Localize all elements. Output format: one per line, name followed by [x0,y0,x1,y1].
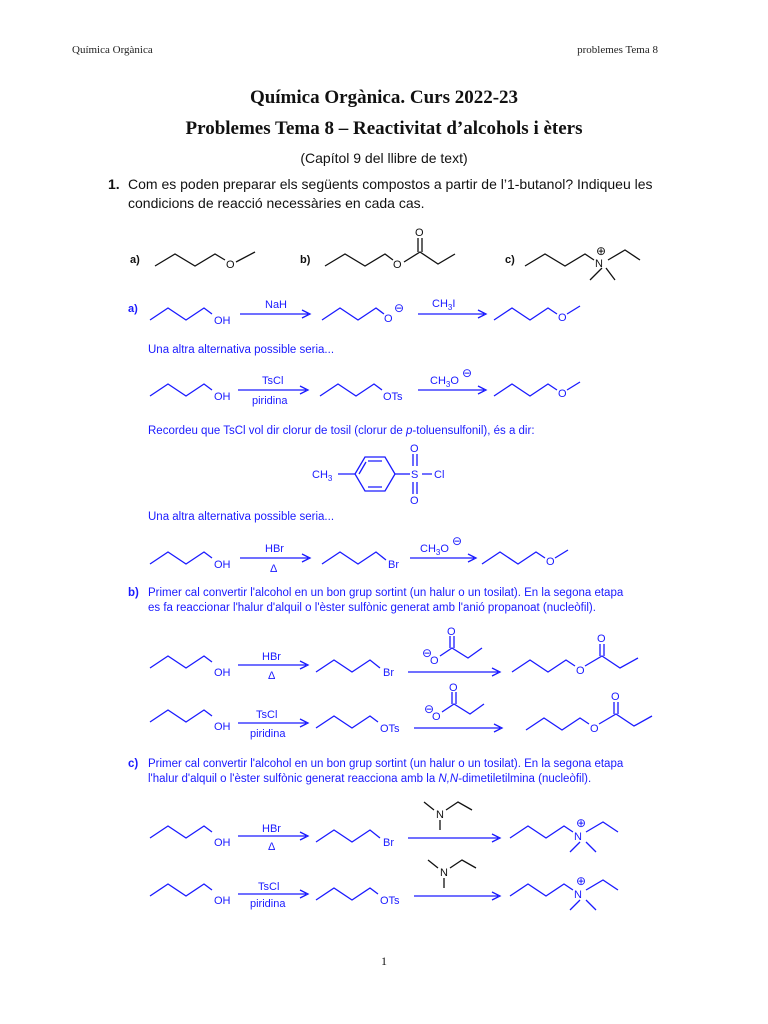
route-b2 [0,684,768,744]
svg-text:OTs: OTs [380,723,400,735]
label-c: c) [505,254,515,266]
reagent-pyridine: piridina [252,395,288,407]
svg-text:OH: OH [214,391,231,403]
running-header-left: Química Orgànica [72,44,153,56]
svg-text:O: O [447,626,456,638]
document-title: Química Orgànica. Curs 2022-23 [249,87,519,108]
svg-text:piridina: piridina [250,728,286,740]
svg-text:CH3: $CH_3$ [312,469,333,483]
label-a: a) [130,254,140,266]
molecule-a-chain [155,254,225,266]
svg-text:Br: Br [388,559,399,571]
svg-text:OH: OH [214,559,231,571]
molecule-c-chain [525,254,594,266]
tosyl-chloride-structure [0,440,768,510]
svg-text:OTs: OTs [383,391,403,403]
svg-text:piridina: piridina [250,898,286,910]
svg-text:OH: OH [214,895,231,907]
alkoxide-chain [322,308,384,320]
svg-text:CH3I: $CH_3I$ [432,298,456,312]
svg-text:N: N [440,867,448,879]
svg-text:a): a) [128,303,138,315]
reaction-arrow [414,724,502,732]
running-header-right: problemes Tema 8 [577,44,658,56]
svg-text:S: S [411,469,419,481]
molecule-b-chain [325,254,393,266]
methyl-bond [236,252,255,262]
note-b: Primer cal convertir l'alcohol en un bon grup sortint (un halur o un tosilat). En la segona etapa es fa reaccionar l'halur d'alquil o l'èster sulfònic generat amb l'anió propanoat (nucleòfil). [148,587,624,614]
svg-text:O: O [558,312,567,324]
svg-text:N: N [436,809,444,821]
svg-text:HBr: HBr [262,823,281,835]
svg-text:OTs: OTs [380,895,400,907]
ester-oxygen: O [393,259,402,271]
note-c: Primer cal convertir l'alcohol en un bon grup sortint (un halur o un tosilat). En la segona etapa l'halur d'alquil o l'èster sulfònic generat reacciona amb la N,N-dimetiletilmina (nucleòfil). [148,758,624,785]
svg-text:⊖: ⊖ [462,366,473,380]
reaction-arrow [238,386,308,394]
svg-text:⊖: ⊖ [422,646,433,660]
svg-text:Δ: Δ [268,670,276,682]
svg-text:O: O [597,633,606,645]
svg-text:Δ: Δ [270,563,278,575]
svg-text:O: O [410,443,419,455]
nitrogen-atom: N [595,258,603,270]
svg-text:O: O [432,711,441,723]
question-number: 1. [108,176,120,192]
reagent-nah: NaH [265,299,288,311]
svg-text:OH: OH [214,315,231,327]
chapter-note: (Capítol 9 del llibre de text) [300,150,468,166]
alternative-note-1: Una altra alternativa possible seria... [148,344,335,356]
svg-text:O: O [590,723,599,735]
svg-text:OH: OH [214,837,231,849]
svg-text:O: O [558,388,567,400]
svg-text:O: O [430,655,439,667]
svg-text:O: O [384,313,393,325]
route-c2 [0,856,768,926]
route-a1 [0,292,768,342]
ether-chain [494,308,557,320]
svg-text:⊖: ⊖ [452,534,463,548]
minus-charge-icon: ⊖ [394,301,405,315]
svg-text:⊕: ⊕ [576,874,587,888]
label-c-note: c) [128,758,139,770]
reaction-arrow [408,668,500,676]
reaction-arrow [408,834,500,842]
plus-charge-icon: ⊕ [596,244,607,258]
oxygen-atom: O [226,259,235,271]
molecule-b-acyl [404,252,455,264]
reaction-arrow [240,310,310,318]
target-structures [0,227,768,290]
label-b-note: b) [128,587,139,599]
svg-text:O: O [546,556,555,568]
svg-text:O: O [611,691,620,703]
reagent-tscl: TsCl [262,375,284,387]
svg-text:N: N [574,889,582,901]
svg-text:TsCl: TsCl [256,709,278,721]
svg-text:O: O [410,495,419,507]
svg-text:OH: OH [214,667,231,679]
svg-text:HBr: HBr [262,651,281,663]
svg-text:Cl: Cl [434,469,445,481]
svg-text:Br: Br [383,667,394,679]
carbonyl-oxygen: O [415,227,424,239]
question-text: Com es poden preparar els següents compostos a partir de l’1-butanol? Indiqueu les condicions de reacció necessàries en cada cas. [128,176,653,211]
route-a2 [0,368,768,418]
document-subtitle: Problemes Tema 8 – Reactivitat d’alcohols i èters [185,118,583,139]
reaction-arrow [240,554,310,562]
svg-text:TsCl: TsCl [258,881,280,893]
svg-text:CH3O: $CH_3O$ [430,375,459,389]
carbonyl-double-bond [418,238,422,252]
reaction-arrow [418,386,486,394]
alternative-note-2: Una altra alternativa possible seria... [148,511,335,523]
route-b1 [0,626,768,690]
reagent-hbr: HBr [265,543,284,555]
svg-text:N: N [574,831,582,843]
route-a3 [0,536,768,586]
svg-text:CH3O: $CH_3O$ [420,543,449,557]
reaction-arrow [410,554,476,562]
label-b: b) [300,254,311,266]
tosyl-note: Recordeu que TsCl vol dir clorur de tosil (clorur de p-toluensulfonil), és a dir: [148,425,535,437]
plus-charge-icon: ⊕ [576,816,587,830]
svg-text:Br: Br [383,837,394,849]
reaction-arrow [414,892,500,900]
page-number: 1 [381,954,387,968]
svg-text:Δ: Δ [268,841,276,853]
svg-text:OH: OH [214,721,231,733]
butanol-chain [150,308,212,320]
svg-text:O: O [449,682,458,694]
benzene-ring [355,457,395,491]
svg-text:⊖: ⊖ [424,702,435,716]
svg-text:O: O [576,665,585,677]
